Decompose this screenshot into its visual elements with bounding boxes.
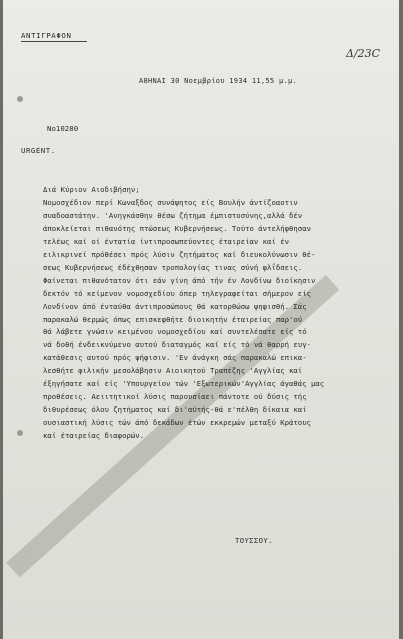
- body-line: ειλικρινεί πρόθέσει πρός λύσιν ζητήματος καί διευκολύνωσιν θέ-: [43, 249, 316, 259]
- body-line: καί έταιρείας διαφορών.: [43, 431, 145, 441]
- punch-hole: [17, 430, 23, 436]
- handwritten-reference: Δ/23C: [346, 47, 381, 60]
- dateline: ΑΘΗΝΑΙ 30 Νοεμβρίου 1934 11,55 μ.μ.: [139, 77, 298, 85]
- body-line: νά δοθή ένδεικνύμενο αυτού διαταγμός καί είς τό νά θαρρή ευγ-: [43, 340, 311, 350]
- body-line: έξηγήσατε καί είς 'Υπουργείον τών 'Εξωτερικών'Αγγλίας άγαθάς μας: [43, 379, 325, 389]
- body-line: Λονδίνον άπό ένταύθα άντιπροσώπους θά κατορθώσω ψηφισθή. Σάς: [43, 301, 307, 311]
- telegram-body: [43, 184, 383, 443]
- signature: ΤΟΥΣΣΟΥ.: [235, 536, 273, 545]
- body-line: θά λάβετε γνώσιν κειμένου νομοσχεδίου καί συντελέσατε είς τό: [43, 327, 307, 337]
- body-line: λεσθήτε φιλικήν μεσολάβησιν Αιοικητού Τραπέζης 'Αγγλίας καί: [43, 366, 303, 376]
- body-line: κατάθεσις αυτού πρός ψήφισιν. 'Εν άνάγκη σάς παρακαλώ επικα-: [43, 353, 307, 363]
- body-line: άποκλείεται πιθανότης πτώσεως Κυβερνήσεως. Τούτο άντελήφθησαν: [43, 223, 311, 233]
- body-line: ουσιαστική λύσις τών άπό δεκάδων έτών εκκρεμών μεταξύ Κράτους: [43, 418, 311, 428]
- body-line: διθυρέσεως όλου ζητήματος καί δι'αύτής-θά ε'πέλθη δίκαια καί: [43, 405, 307, 415]
- telegram-number: No10280: [47, 124, 79, 133]
- body-line: Φαίνεται πιθανότατον ότι εάν γίνη άπό τήν έν Λονδίνω διοίκησιν: [43, 275, 316, 285]
- body-line: τελέως καί οί έντατία ίντιπροσωπεύοντες έταιρείαν καί έν: [43, 236, 290, 246]
- body-line: παρακαλώ θερμώς όπως επισκεφθήτε διοικητήν έταιρείας παρ'ού: [43, 314, 303, 324]
- body-line: Διά Κύριον Αιοδιβήσην;: [43, 185, 140, 194]
- label-underline: [21, 41, 87, 42]
- body-line: Νομοσχέδιον περί Κωναξδος συνάψητος είς Βουλήν άντίζοαοτιν: [43, 197, 298, 207]
- punch-hole: [17, 96, 23, 102]
- document-page: [3, 0, 399, 639]
- copy-label: ΑΝΤΙΓΡΑΦΟΝ: [21, 31, 72, 40]
- urgent-mark: URGENT.: [21, 146, 56, 155]
- body-line: συαδοαστάτην. 'Ανηγκάσθην θέσω ζήτημα έμπιστοσύνης,αλλά δέν: [43, 210, 303, 220]
- body-line: προθέσεις. Αειιτητικοί λύσις παρουσίαει πάντοτε ού δύσις τής: [43, 392, 307, 402]
- body-line: σεως Κυβερνήσεως έδέχθησαν τροπολογίας τινας σύνή φλΐδσεις.: [43, 262, 303, 272]
- body-line: δεκτόν τό κείμενον νομοσχεδίου όπερ τηλεγραφείται σήμερον είς: [43, 288, 311, 298]
